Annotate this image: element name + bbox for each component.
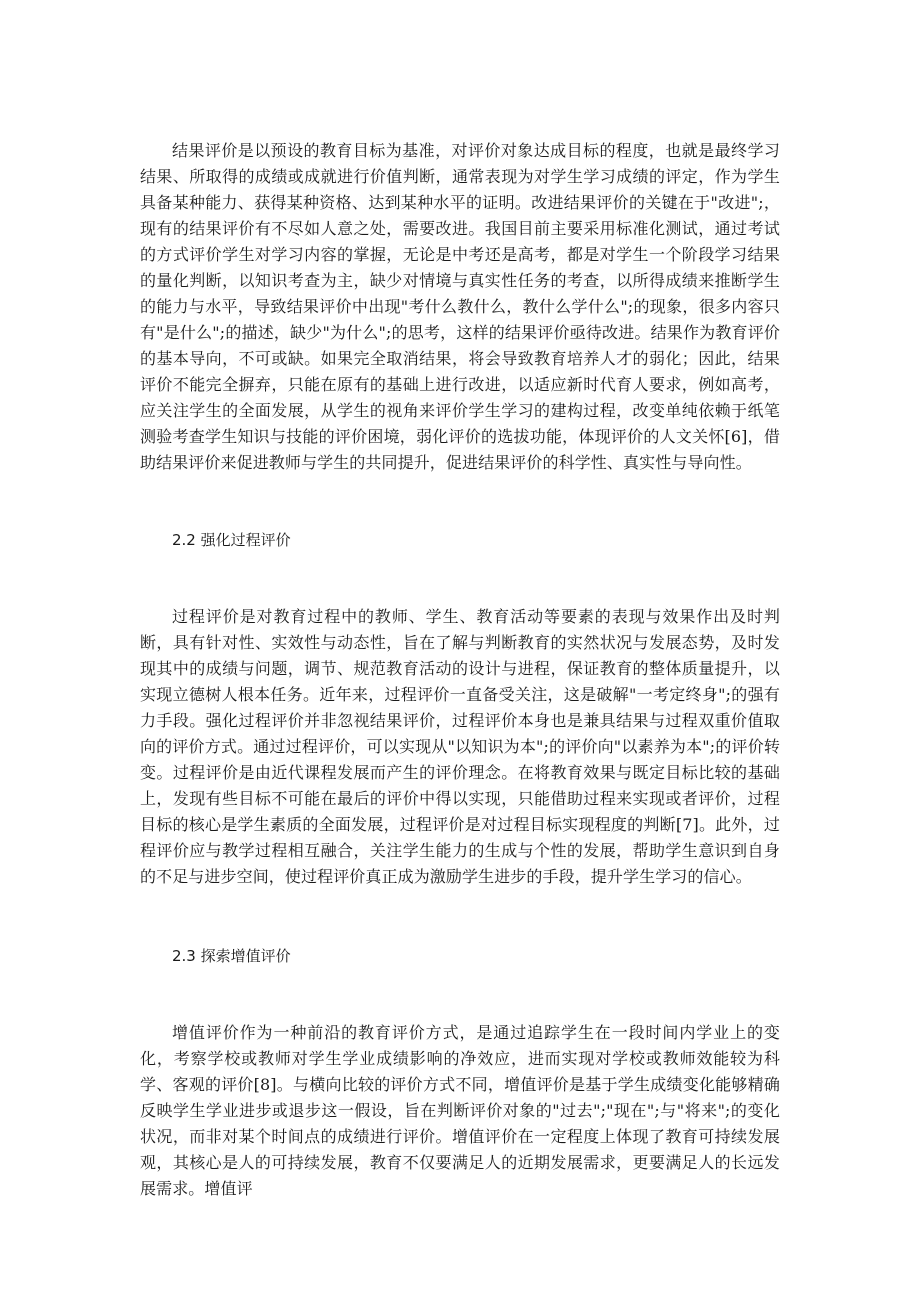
paragraph-process-evaluation: 过程评价是对教育过程中的教师、学生、教育活动等要素的表现与效果作出及时判断，具有针对性、实效性与动态性，旨在了解与判断教育的实然状况与发展态势，及时发现其中的成绩与问题，调节、规范教育活动的设计与进程，保证教育的整体质量提升，以实现立德树人根本任务。近年来，过程评价一直备受关注，这是破解"一考定终身";的强有力手段。强化过程评价并非忽视结果评价，过程评价本身也是兼具结果与过程双重价值取向的评价方式。通过过程评价，可以实现从"以知识为本";的评价向"以素养为本";的评价转变。过程评价是由近代课程发展而产生的评价理念。在将教育效果与既定目标比较的基础上，发现有些目标不可能在最后的评价中得以实现，只能借助过程来实现或者评价，过程目标的核心是学生素质的全面发展，过程评价是对过程目标实现程度的判断[7]。此外，过程评价应与教学过程相互融合，关注学生能力的生成与个性的发展，帮助学生意识到自身的不足与进步空间，使过程评价真正成为激励学生进步的手段，提升学生学习的信心。 xyxy=(140,607,780,886)
paragraph-value-added-evaluation: 增值评价作为一种前沿的教育评价方式，是通过追踪学生在一段时间内学业上的变化，考察学校或教师对学生学业成绩影响的净效应，进而实现对学校或教师效能较为科学、客观的评价[8]。与横向比较的评价方式不同，增值评价是基于学生成绩变化能够精确反映学生学业进步或退步这一假设，旨在判断评价对象的"过去";"现在";与"将来";的变化状况，而非对某个时间点的成绩进行评价。增值评价在一定程度上体现了教育可持续发展观，其核心是人的可持续发展，教育不仅要满足人的近期发展需求，更要满足人的长远发展需求。增值评 xyxy=(140,1023,780,1198)
section-heading-2-2: 2.2 强化过程评价 xyxy=(172,531,291,549)
paragraph-result-evaluation: 结果评价是以预设的教育目标为基准，对评价对象达成目标的程度，也就是最终学习结果、所取得的成绩或成就进行价值判断，通常表现为对学生学习成绩的评定，作为学生具备某种能力、获得某种资格、达到某种水平的证明。改进结果评价的关键在于"改进";，现有的结果评价有不尽如人意之处，需要改进。我国目前主要采用标准化测试，通过考试的方式评价学生对学习内容的掌握，无论是中考还是高考，都是对学生一个阶段学习结果的量化判断，以知识考查为主，缺少对情境与真实性任务的考查，以所得成绩来推断学生的能力与水平，导致结果评价中出现"考什么教什么，教什么学什么";的现象，很多内容只有"是什么";的描述，缺少"为什么";的思考，这样的结果评价亟待改进。结果作为教育评价的基本导向，不可或缺。如果完全取消结果，将会导致教育培养人才的弱化；因此，结果评价不能完全摒弃，只能在原有的基础上进行改进，以适应新时代育人要求，例如高考，应关注学生的全面发展，从学生的视角来评价学生学习的建构过程，改变单纯依赖于纸笔测验考查学生知识与技能的评价困境，弱化评价的选拔功能，体现评价的人文关怀[6]，借助结果评价来促进教师与学生的共同提升，促进结果评价的科学性、真实性与导向性。 xyxy=(140,141,780,472)
section-heading-2-3: 2.3 探索增值评价 xyxy=(172,947,291,965)
